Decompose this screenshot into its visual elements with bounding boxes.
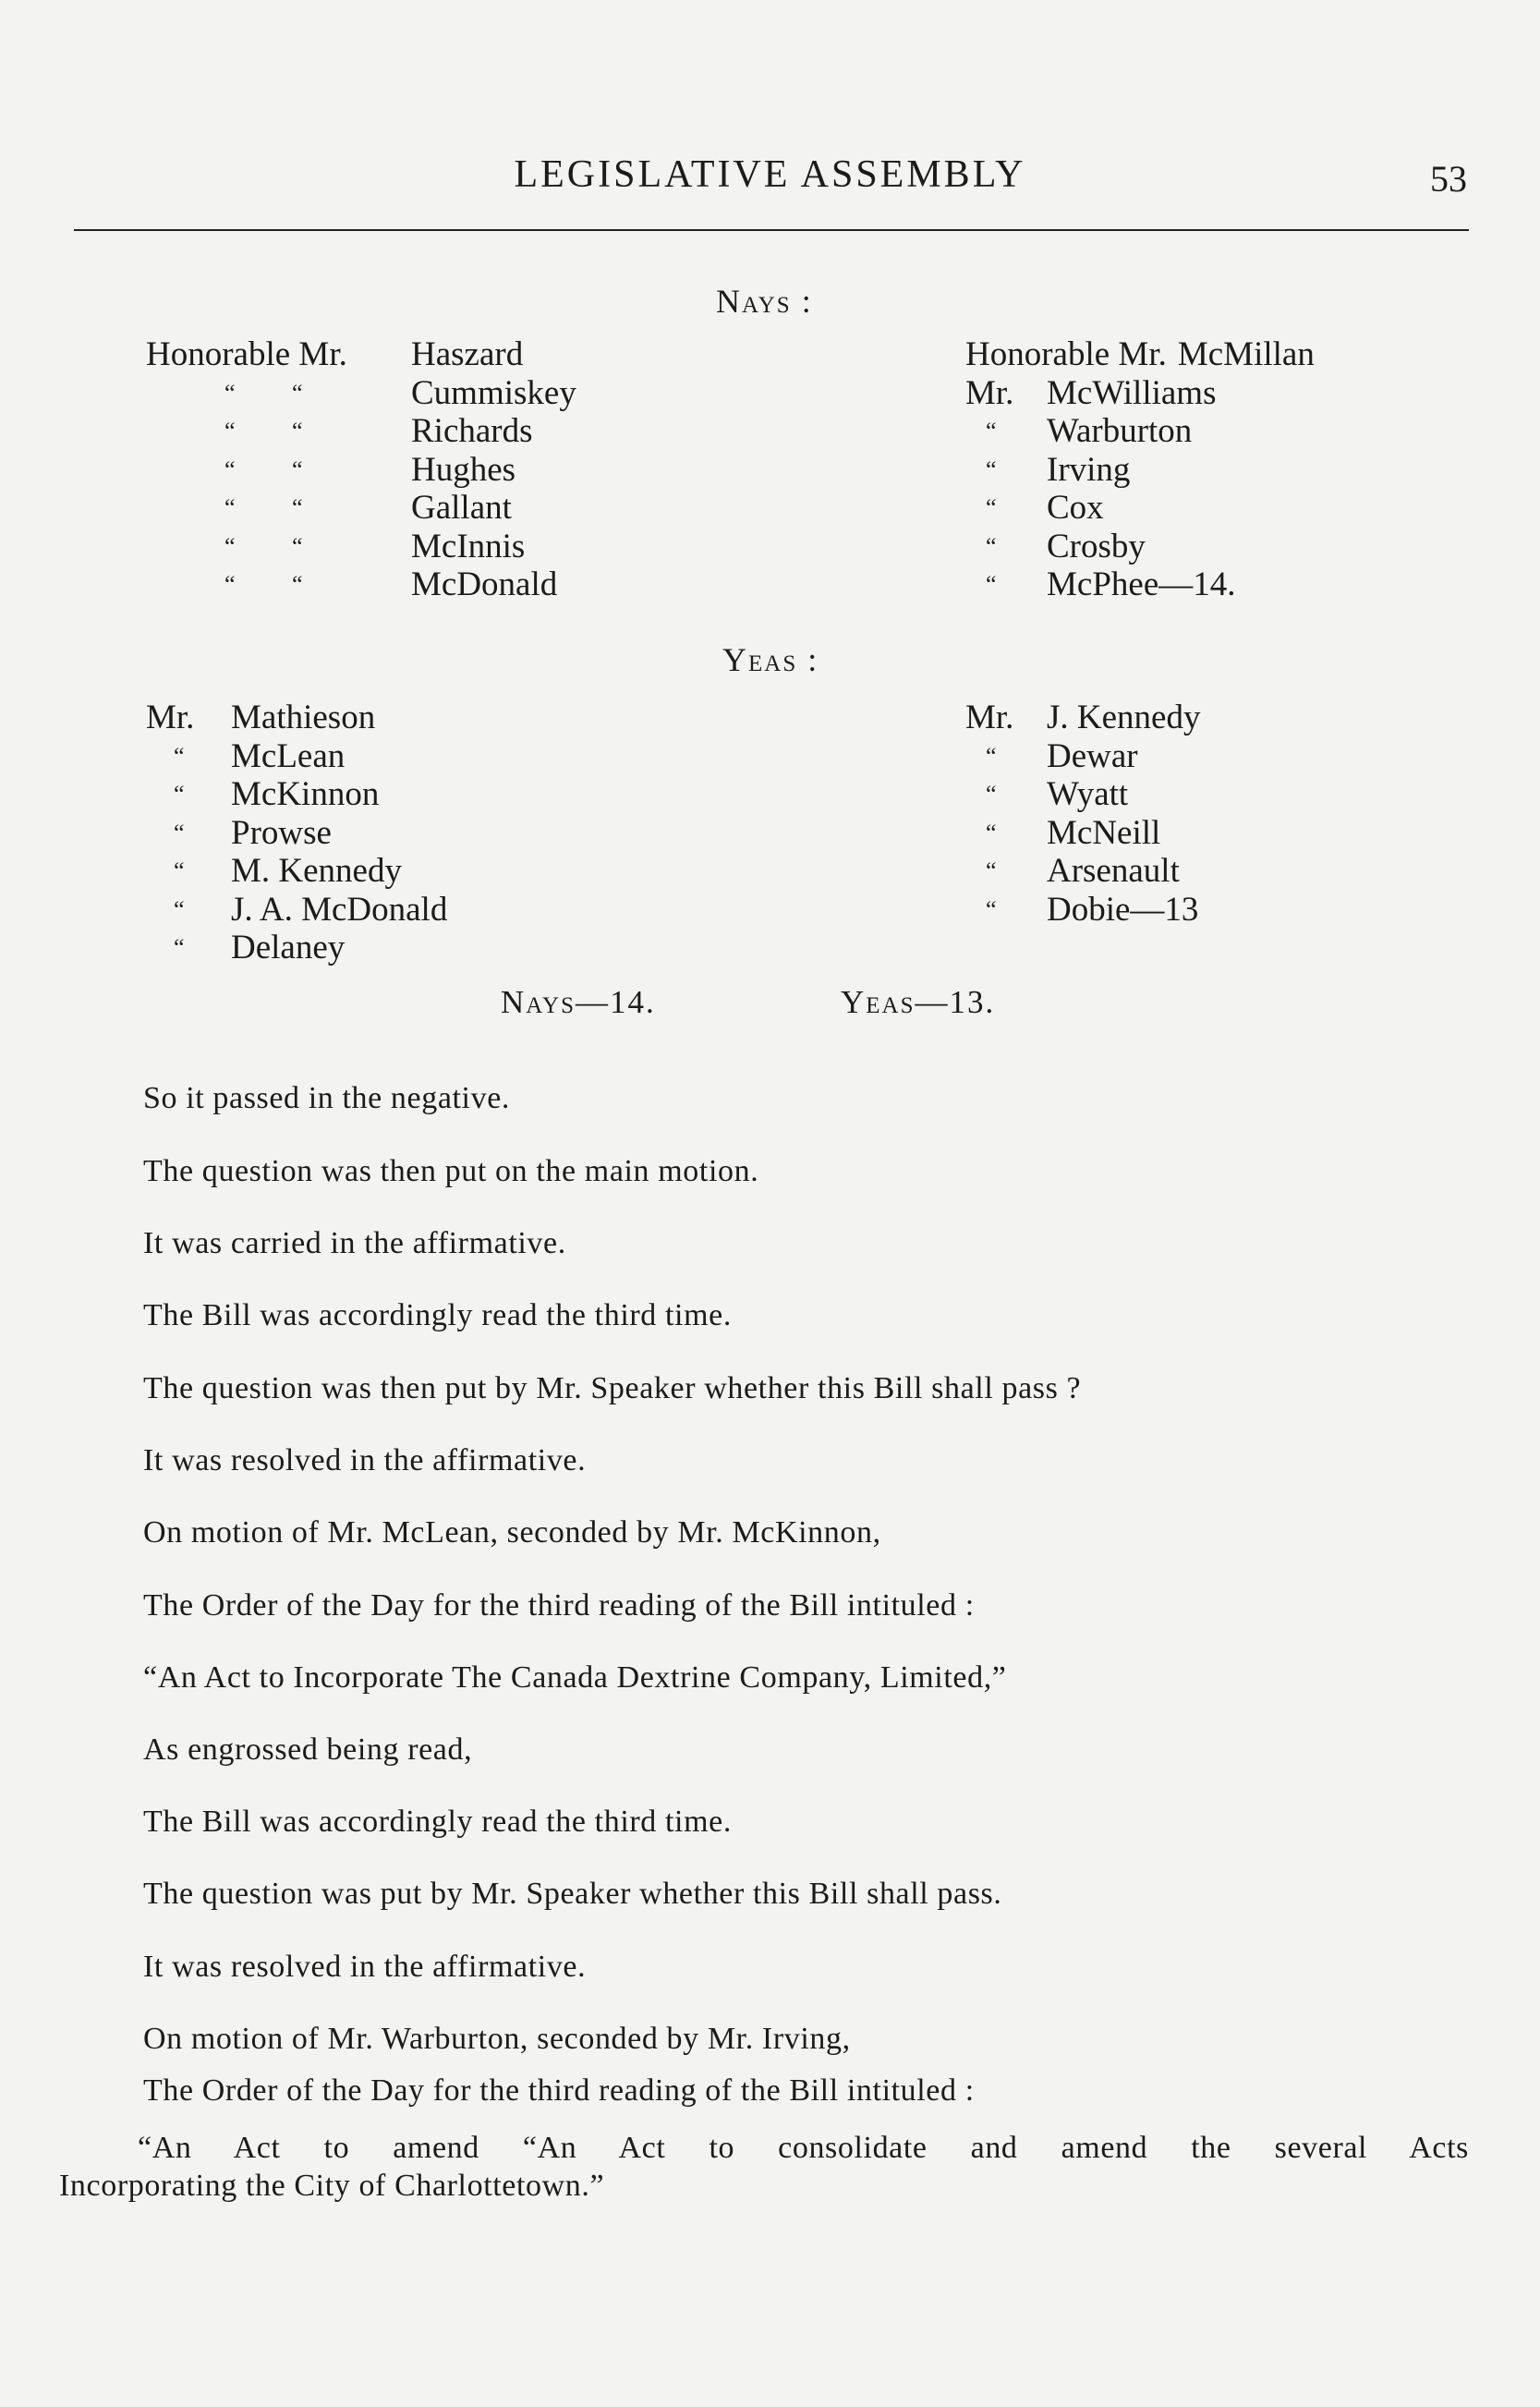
page-number: 53 <box>1430 158 1467 200</box>
member-name: Dewar <box>1047 736 1138 775</box>
ditto-mark: “ <box>986 742 997 770</box>
ditto-mark: “ <box>174 819 185 846</box>
paragraph: “An Act to Incorporate The Canada Dextrine Company, Limited,” <box>143 1660 1007 1695</box>
member-name: Haszard <box>411 335 524 373</box>
yeas-right-column <box>965 699 1200 929</box>
member-name: McWilliams <box>1047 373 1217 412</box>
vote-list-item <box>965 528 1315 566</box>
yeas-total: Yeas—13. <box>841 984 996 1020</box>
member-title: Honorable Mr. <box>965 335 1167 373</box>
member-name: Prowse <box>231 813 332 852</box>
member-name: Hughes <box>411 450 516 489</box>
vote-list-item <box>965 775 1200 814</box>
member-name: Cox <box>1047 489 1104 527</box>
vote-list-item <box>965 374 1315 413</box>
ditto-mark: “ <box>174 742 185 770</box>
yeas-heading: Yeas : <box>722 641 819 678</box>
ditto-mark: “ <box>986 895 997 923</box>
member-name: McPhee—14. <box>1047 565 1236 603</box>
ditto-mark: “ <box>986 494 997 521</box>
nays-total: Nays—14. <box>501 984 656 1020</box>
member-name: Crosby <box>1047 527 1146 565</box>
member-name: McNeill <box>1047 813 1161 852</box>
ditto-mark: “ <box>174 857 185 884</box>
paragraph: It was resolved in the affirmative. <box>143 1950 587 1984</box>
vote-list-item <box>146 374 576 413</box>
member-name: Mathieson <box>231 699 376 736</box>
nays-right-column <box>965 335 1315 604</box>
ditto-mark: “ <box>174 895 185 923</box>
vote-list-item <box>965 737 1200 776</box>
member-title: Mr. <box>965 373 1014 412</box>
vote-list-item <box>965 852 1200 891</box>
member-name: McInnis <box>411 527 526 565</box>
paragraph: On motion of Mr. Warburton, seconded by Mr. Irving, <box>143 2022 851 2056</box>
vote-list-item <box>965 699 1200 737</box>
ditto-mark: “ <box>986 571 997 598</box>
vote-list-item <box>146 699 447 737</box>
paragraph: The Bill was accordingly read the third time. <box>143 1805 732 1839</box>
closing-quote-line-1: “An Act to amend “An Act to consolidate and amend the several Acts <box>138 2131 1469 2165</box>
running-header-title: LEGISLATIVE ASSEMBLY <box>514 153 1026 196</box>
ditto-mark: “ “ <box>224 456 303 483</box>
vote-list-item <box>965 489 1315 528</box>
vote-list-item <box>146 565 576 604</box>
vote-list-item <box>146 929 447 967</box>
ditto-mark: “ “ <box>224 571 303 598</box>
nays-left-column <box>146 335 576 604</box>
member-name: Delaney <box>231 929 346 966</box>
member-name: McDonald <box>411 565 558 603</box>
ditto-mark: “ “ <box>224 379 303 407</box>
ditto-mark: “ <box>986 781 997 808</box>
ditto-mark: “ <box>986 418 997 444</box>
member-name: Warburton <box>1047 412 1193 450</box>
ditto-mark: “ <box>986 857 997 884</box>
ditto-mark: “ <box>986 532 997 560</box>
paragraph: As engrossed being read, <box>143 1732 473 1767</box>
vote-list-item <box>146 412 576 451</box>
vote-list-item <box>146 489 576 528</box>
ditto-mark: “ <box>986 819 997 846</box>
member-name: J. A. McDonald <box>231 890 448 929</box>
member-name: McMillan <box>1177 335 1315 373</box>
ditto-mark: “ “ <box>224 418 303 444</box>
paragraph: The Order of the Day for the third reading of the Bill intituled : <box>143 2073 975 2108</box>
vote-list-item <box>965 814 1200 853</box>
vote-list-item <box>146 814 447 853</box>
closing-quote-line-2: Incorporating the City of Charlottetown.” <box>59 2169 605 2203</box>
vote-list-item <box>965 412 1315 451</box>
paragraph: The question was then put by Mr. Speaker whether this Bill shall pass ? <box>143 1371 1082 1405</box>
vote-list-item <box>146 451 576 490</box>
paragraph: The question was then put on the main motion. <box>143 1154 759 1188</box>
paragraph: On motion of Mr. McLean, seconded by Mr. McKinnon, <box>143 1515 881 1550</box>
paragraph: The Bill was accordingly read the third time. <box>143 1298 732 1332</box>
vote-list-item <box>146 891 447 930</box>
paragraph: It was resolved in the affirmative. <box>143 1443 587 1477</box>
vote-list-item <box>965 451 1315 490</box>
closing-quote <box>59 2129 1469 2205</box>
member-title: Mr. <box>146 699 195 736</box>
vote-list-item <box>965 891 1200 930</box>
member-name: Gallant <box>411 489 512 527</box>
vote-list-item <box>146 737 447 776</box>
member-name: Wyatt <box>1047 775 1129 813</box>
nays-heading: Nays : <box>716 283 813 320</box>
paragraph: The question was put by Mr. Speaker whether this Bill shall pass. <box>143 1877 1002 1911</box>
member-name: Arsenault <box>1047 852 1180 890</box>
paragraph: So it passed in the negative. <box>143 1081 510 1115</box>
ditto-mark: “ <box>986 456 997 483</box>
member-name: J. Kennedy <box>1047 699 1201 736</box>
vote-list-item <box>146 528 576 566</box>
member-name: McLean <box>231 736 346 775</box>
member-title: Mr. <box>965 699 1014 736</box>
paragraph: The Order of the Day for the third reading of the Bill intituled : <box>143 1588 975 1623</box>
vote-list-item <box>146 852 447 891</box>
vote-list-item <box>146 775 447 814</box>
yeas-left-column <box>146 699 447 967</box>
member-name: Richards <box>411 412 533 450</box>
vote-list-item <box>965 335 1315 374</box>
member-name: Cummiskey <box>411 373 576 412</box>
ditto-mark: “ “ <box>224 532 303 560</box>
vote-list-item <box>146 335 576 374</box>
paragraph: It was carried in the affirmative. <box>143 1226 566 1260</box>
vote-list-item <box>965 565 1315 604</box>
ditto-mark: “ “ <box>224 494 303 521</box>
ditto-mark: “ <box>174 781 185 808</box>
member-name: M. Kennedy <box>231 852 402 890</box>
member-name: Dobie—13 <box>1047 890 1199 929</box>
member-title: Honorable Mr. <box>146 335 347 373</box>
member-name: Irving <box>1047 450 1131 489</box>
header-rule <box>74 229 1469 231</box>
member-name: McKinnon <box>231 775 380 813</box>
ditto-mark: “ <box>174 934 185 961</box>
